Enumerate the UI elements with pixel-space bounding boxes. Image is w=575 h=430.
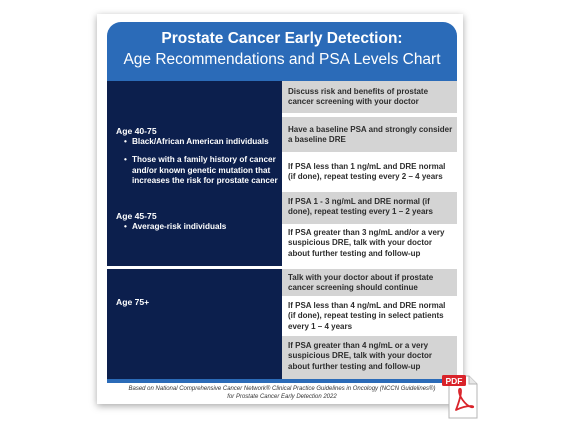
bullet-dot-icon: • [124,137,127,146]
bullet-average-risk: • Average-risk individuals [124,222,227,231]
recommendation-row: If PSA less than 4 ng/mL and DRE normal (if done), repeat testing in select patients every 1 – 4 years [282,296,457,336]
bullet-black-african-american: • Black/African American individuals [124,137,269,146]
chart-header [107,22,457,81]
bullet-dot-icon: • [124,155,127,164]
bullet-dot-icon: • [124,222,127,231]
footer-bar [107,379,457,383]
recommendation-row: If PSA greater than 3 ng/mL and/or a very suspicious DRE, talk with your doctor about further testing and follow-up [282,224,457,266]
chart-sheet [97,14,463,404]
recommendation-row: Discuss risk and benefits of prostate cancer screening with your doctor [282,81,457,113]
age-label-45-75: Age 45-75 [116,211,157,221]
recommendation-row: If PSA greater than 4 ng/mL or a very suspicious DRE, talk with your doctor about further testing and follow-up [282,336,457,379]
pdf-label: PDF [445,375,463,386]
age-label-40-75: Age 40-75 [116,126,157,136]
chart-subtitle: Age Recommendations and PSA Levels Chart [123,51,441,68]
pdf-file-icon[interactable] [441,372,481,420]
recommendation-row: Talk with your doctor about if prostate cancer screening should continue [282,269,457,296]
age-group-40-75-panel [107,81,282,266]
age-label-75-plus: Age 75+ [116,297,150,307]
source-footnote: Based on National Comprehensive Cancer Network® Clinical Practice Guidelines in Oncology (NCCN Guidelines®) for Prostate Cancer Early Detection 2022 [128,386,436,400]
recommendation-row: If PSA 1 - 3 ng/mL and DRE normal (if done), repeat testing every 1 – 2 years [282,192,457,224]
recommendation-row: If PSA less than 1 ng/mL and DRE normal (if done), repeat testing every 2 – 4 years [282,152,457,192]
recommendation-row: Have a baseline PSA and strongly consider a baseline DRE [282,117,457,152]
chart-title: Prostate Cancer Early Detection: [161,30,403,47]
bullet-family-history: • Those with a family history of cancer and/or known genetic mutation that increases the risk for prostate cancer [124,155,278,185]
age-group-75-plus-panel [107,269,282,379]
